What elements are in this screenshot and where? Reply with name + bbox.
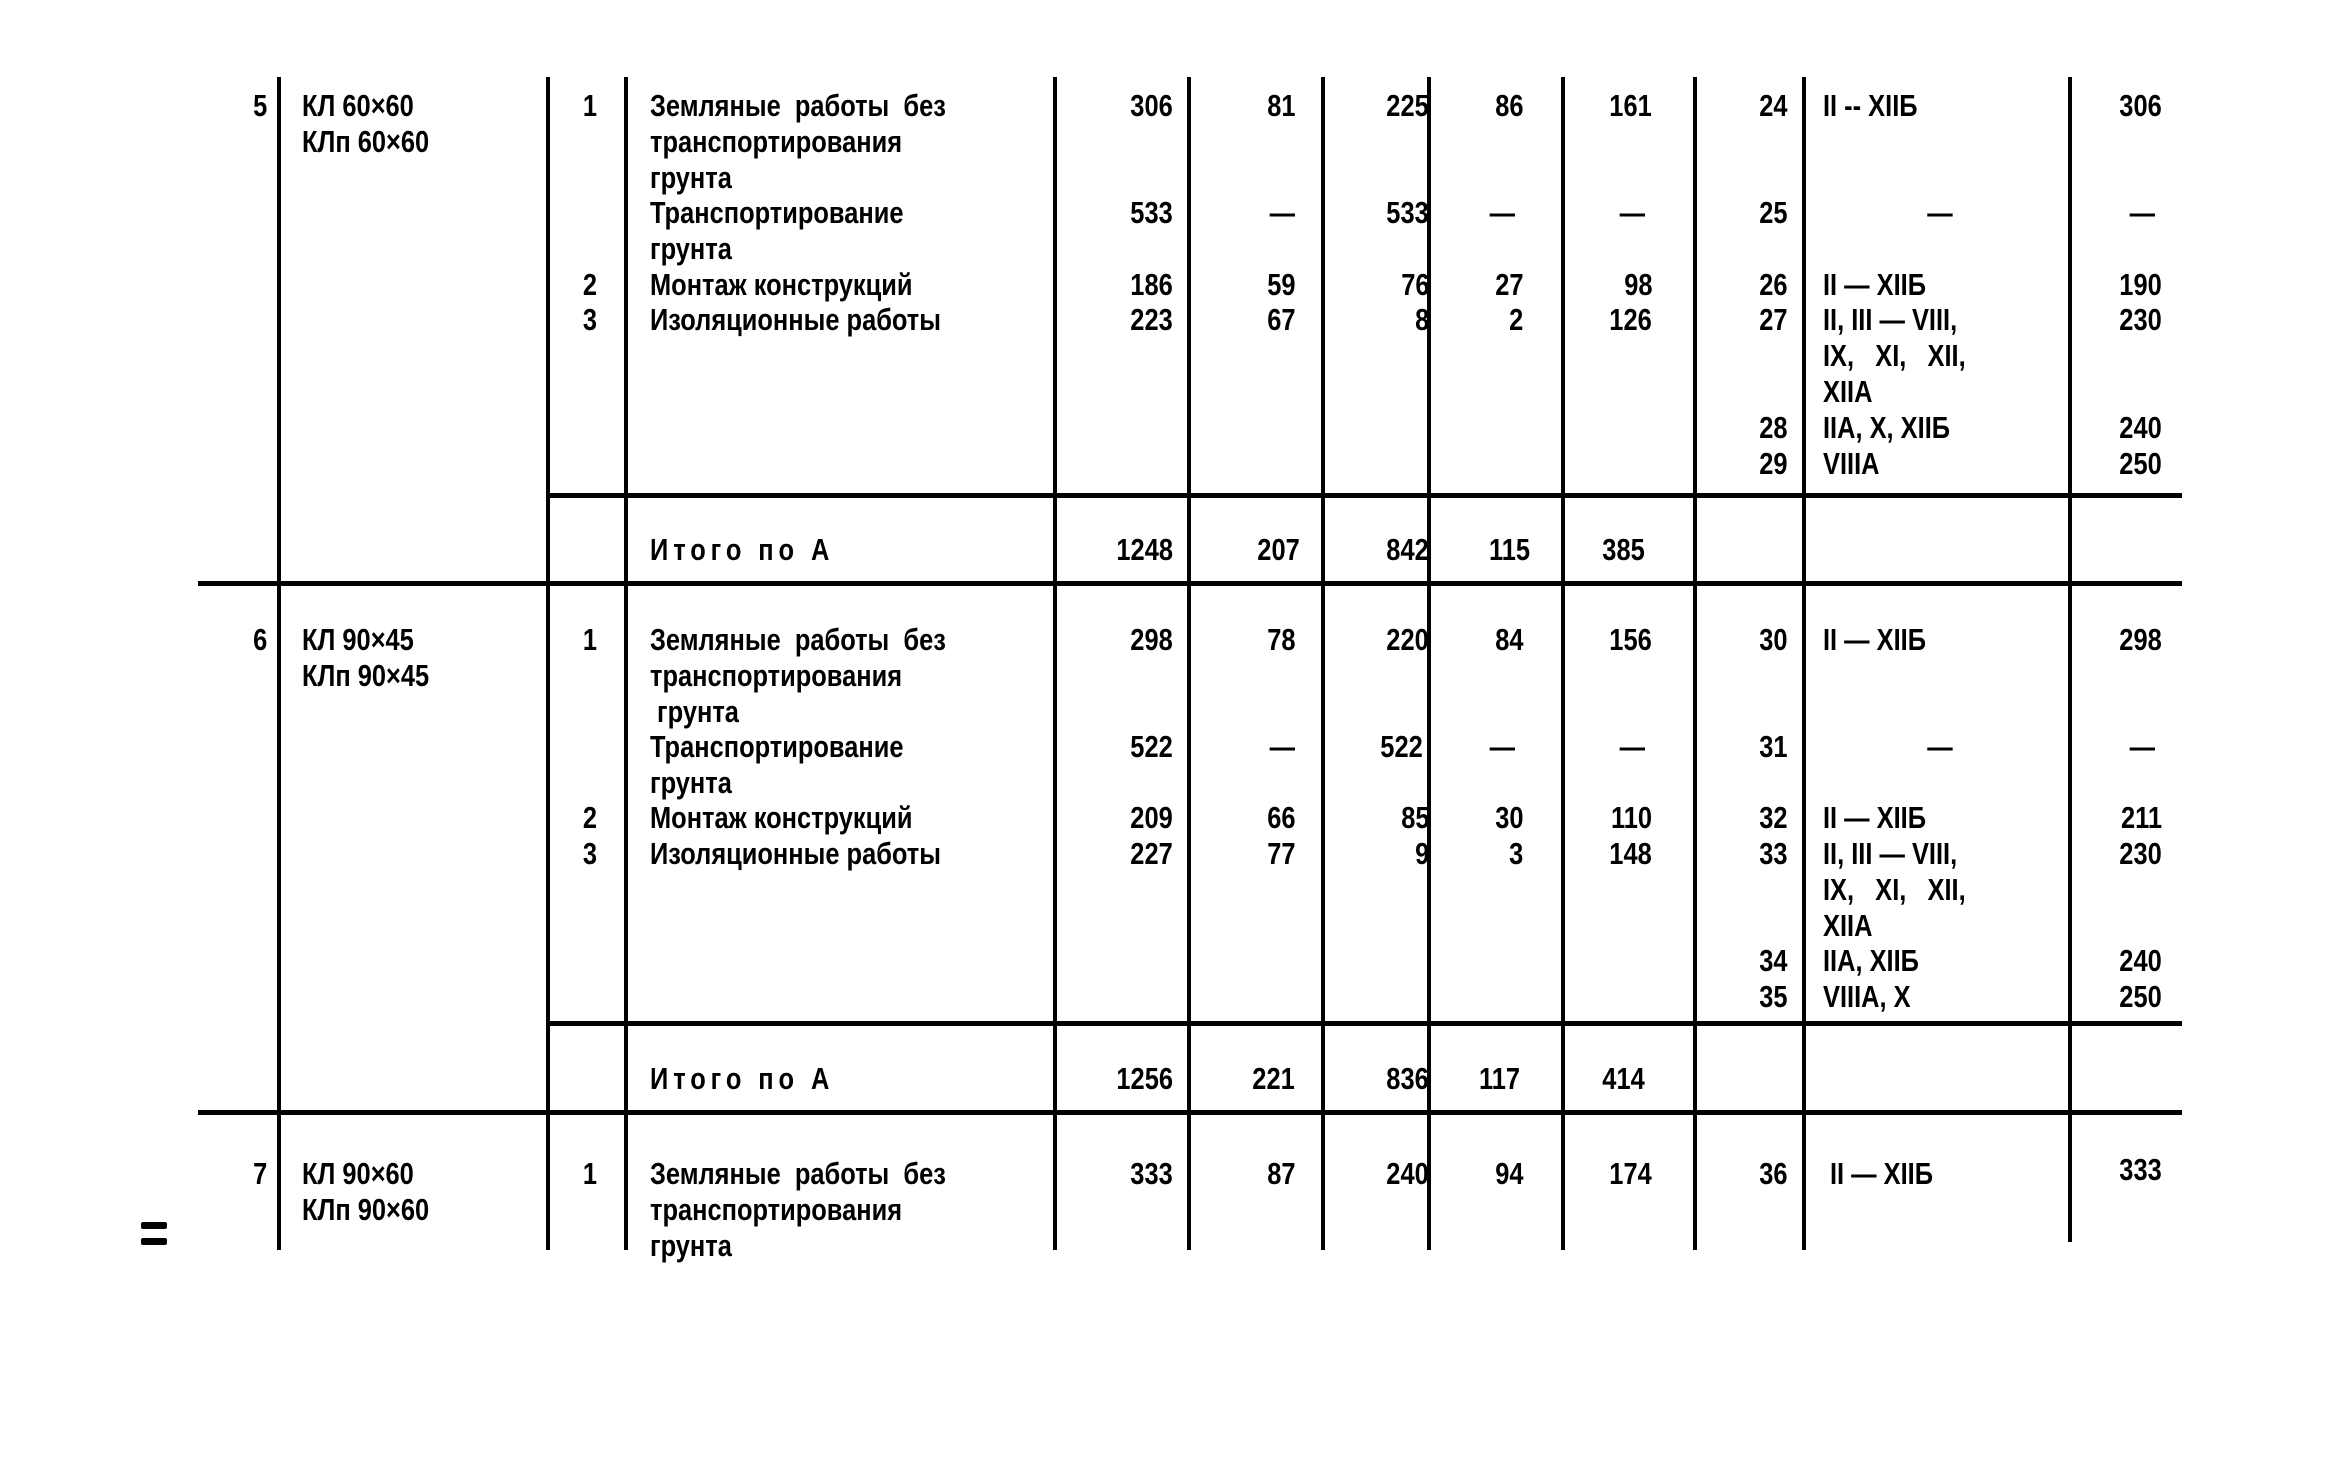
ref-number: 25 bbox=[1758, 195, 1787, 230]
value-c1: 186 bbox=[1130, 267, 1173, 302]
ref-number: 28 bbox=[1758, 410, 1787, 445]
value-c3: 522 bbox=[1380, 729, 1423, 764]
subtotal-c4: 117 bbox=[1478, 1061, 1520, 1096]
work-description: Изоляционные работы bbox=[650, 836, 941, 871]
work-description: Транспортирование bbox=[650, 195, 904, 230]
page-number bbox=[141, 1222, 167, 1246]
value-c5: 126 bbox=[1609, 302, 1652, 337]
value-c1: 298 bbox=[1130, 622, 1173, 657]
value-final: 250 bbox=[2119, 446, 2162, 481]
zones: II — XIIБ bbox=[1823, 267, 1927, 302]
work-description: Изоляционные работы bbox=[650, 302, 941, 337]
ref-number: 36 bbox=[1758, 1156, 1787, 1191]
stage-number: 1 bbox=[582, 88, 598, 123]
stage-number: 2 bbox=[582, 800, 598, 835]
zones: IIA, X, XIIБ bbox=[1823, 410, 1951, 445]
section-number: 7 bbox=[252, 1156, 267, 1191]
value-final: 230 bbox=[2119, 302, 2162, 337]
value-c1: 223 bbox=[1130, 302, 1173, 337]
value-c3: 76 bbox=[1400, 267, 1429, 302]
value-final: — bbox=[2129, 195, 2155, 230]
ref-number: 29 bbox=[1758, 446, 1787, 481]
value-c3: 9 bbox=[1414, 836, 1429, 871]
value-final: — bbox=[2129, 729, 2155, 764]
col-rule-name bbox=[277, 77, 281, 1250]
value-final: 240 bbox=[2119, 943, 2162, 978]
value-c5: 148 bbox=[1609, 836, 1652, 871]
ref-number: 32 bbox=[1758, 800, 1787, 835]
value-c2: — bbox=[1269, 195, 1295, 230]
value-final: 190 bbox=[2119, 267, 2162, 302]
zones: II — XIIБ bbox=[1830, 1156, 1934, 1191]
structure-name: КЛп 90×45 bbox=[302, 658, 430, 693]
stage-number: 1 bbox=[582, 1156, 598, 1191]
subtotal-c5: 385 bbox=[1602, 532, 1645, 567]
value-c5: 98 bbox=[1623, 267, 1652, 302]
section-separator-5-6 bbox=[198, 581, 2182, 586]
ref-number: 26 bbox=[1758, 267, 1787, 302]
stage-number: 1 bbox=[582, 622, 598, 657]
col-rule-work bbox=[624, 77, 628, 1250]
value-c5: 161 bbox=[1609, 88, 1652, 123]
value-c1: 533 bbox=[1130, 195, 1173, 230]
value-final: 240 bbox=[2119, 410, 2162, 445]
value-c4: — bbox=[1489, 195, 1515, 230]
zones: II — XIIБ bbox=[1823, 800, 1927, 835]
value-c1: 209 bbox=[1130, 800, 1173, 835]
work-description: транспортирования bbox=[650, 1192, 903, 1227]
section-number: 5 bbox=[252, 88, 267, 123]
value-c4: — bbox=[1489, 729, 1515, 764]
value-c5: — bbox=[1619, 195, 1645, 230]
col-rule-ref bbox=[1693, 77, 1697, 1250]
value-c3: 220 bbox=[1386, 622, 1429, 657]
structure-name: КЛ 90×60 bbox=[302, 1156, 414, 1191]
structure-name: КЛ 60×60 bbox=[302, 88, 414, 123]
ref-number: 24 bbox=[1758, 88, 1787, 123]
work-description: грунта bbox=[650, 160, 732, 195]
value-c4: 30 bbox=[1494, 800, 1523, 835]
value-c4: 84 bbox=[1494, 622, 1523, 657]
stage-number: 3 bbox=[582, 836, 598, 871]
ref-number: 27 bbox=[1758, 302, 1787, 337]
subtotal-label: Итого по А bbox=[650, 1061, 835, 1096]
work-description: грунта bbox=[650, 1228, 732, 1263]
value-c2: 66 bbox=[1266, 800, 1295, 835]
value-c1: 333 bbox=[1130, 1156, 1173, 1191]
work-description: грунта bbox=[650, 231, 732, 266]
zones: II, III — VIII, bbox=[1823, 836, 1958, 871]
subtotal-label: Итого по А bbox=[650, 532, 835, 567]
col-rule-val bbox=[2068, 77, 2072, 1242]
value-final: 230 bbox=[2119, 836, 2162, 871]
work-description: грунта bbox=[650, 765, 732, 800]
value-c3: 533 bbox=[1386, 195, 1429, 230]
zones: XIIA bbox=[1823, 374, 1873, 409]
stage-number: 2 bbox=[582, 267, 598, 302]
col-rule-c3 bbox=[1321, 77, 1325, 1250]
structure-name: КЛ 90×45 bbox=[302, 622, 414, 657]
value-final: 333 bbox=[2119, 1152, 2162, 1187]
work-description: Земляные работы без bbox=[650, 1156, 946, 1191]
subtotal-c3: 836 bbox=[1386, 1061, 1429, 1096]
value-c2: 77 bbox=[1266, 836, 1295, 871]
zones: II, III — VIII, bbox=[1823, 302, 1958, 337]
subtotal-c5: 414 bbox=[1602, 1061, 1645, 1096]
zones: — bbox=[1927, 195, 1953, 230]
structure-name: КЛп 60×60 bbox=[302, 124, 430, 159]
zones: II — XIIБ bbox=[1823, 622, 1927, 657]
work-description: Монтаж конструкций bbox=[650, 267, 913, 302]
zones: — bbox=[1927, 729, 1953, 764]
subtotal-c1: 1256 bbox=[1116, 1061, 1173, 1096]
subtotal-rule-5 bbox=[546, 493, 2182, 498]
value-c3: 240 bbox=[1386, 1156, 1429, 1191]
ref-number: 30 bbox=[1758, 622, 1787, 657]
zones: VIIIA bbox=[1823, 446, 1880, 481]
section-number: 6 bbox=[252, 622, 267, 657]
value-final: 306 bbox=[2119, 88, 2162, 123]
subtotal-c1: 1248 bbox=[1116, 532, 1173, 567]
value-c5: — bbox=[1619, 729, 1645, 764]
work-description: Земляные работы без bbox=[650, 88, 946, 123]
value-c2: 78 bbox=[1266, 622, 1295, 657]
value-c2: — bbox=[1269, 729, 1295, 764]
value-final: 250 bbox=[2119, 979, 2162, 1014]
work-description: Транспортирование bbox=[650, 729, 904, 764]
work-description: грунта bbox=[650, 694, 739, 729]
col-rule-c5 bbox=[1561, 77, 1565, 1250]
value-c2: 81 bbox=[1266, 88, 1295, 123]
value-c5: 110 bbox=[1610, 800, 1652, 835]
col-rule-stage bbox=[546, 77, 550, 1250]
ref-number: 35 bbox=[1758, 979, 1787, 1014]
value-c1: 306 bbox=[1130, 88, 1173, 123]
ref-number: 34 bbox=[1758, 943, 1787, 978]
ref-number: 33 bbox=[1758, 836, 1787, 871]
zones: IX, XI, XII, bbox=[1823, 338, 1966, 373]
subtotal-c2: 207 bbox=[1257, 532, 1300, 567]
col-rule-zones bbox=[1802, 77, 1806, 1250]
work-description: Земляные работы без bbox=[650, 622, 946, 657]
value-c4: 86 bbox=[1494, 88, 1523, 123]
stage-number: 3 bbox=[582, 302, 598, 337]
subtotal-c3: 842 bbox=[1386, 532, 1429, 567]
value-c4: 27 bbox=[1494, 267, 1523, 302]
value-c3: 8 bbox=[1414, 302, 1429, 337]
value-c4: 94 bbox=[1494, 1156, 1523, 1191]
work-description: Монтаж конструкций bbox=[650, 800, 913, 835]
subtotal-c2: 221 bbox=[1252, 1061, 1295, 1096]
zones: VIIIA, X bbox=[1823, 979, 1911, 1014]
ref-number: 31 bbox=[1758, 729, 1787, 764]
value-c1: 227 bbox=[1130, 836, 1173, 871]
value-c2: 87 bbox=[1266, 1156, 1295, 1191]
value-c3: 225 bbox=[1386, 88, 1429, 123]
zones: IIA, XIIБ bbox=[1823, 943, 1919, 978]
value-final: 211 bbox=[2120, 800, 2162, 835]
value-c5: 174 bbox=[1609, 1156, 1652, 1191]
value-c4: 3 bbox=[1508, 836, 1523, 871]
value-c2: 67 bbox=[1266, 302, 1295, 337]
subtotal-rule-6 bbox=[546, 1021, 2182, 1026]
work-description: транспортирования bbox=[650, 658, 903, 693]
structure-name: КЛп 90×60 bbox=[302, 1192, 430, 1227]
zones: IX, XI, XII, bbox=[1823, 872, 1966, 907]
col-rule-c2 bbox=[1187, 77, 1191, 1250]
section-separator-6-7 bbox=[198, 1110, 2182, 1115]
value-c4: 2 bbox=[1508, 302, 1523, 337]
value-final: 298 bbox=[2119, 622, 2162, 657]
value-c1: 522 bbox=[1130, 729, 1173, 764]
work-description: транспортирования bbox=[650, 124, 903, 159]
subtotal-c4: 115 bbox=[1488, 532, 1530, 567]
col-rule-c1 bbox=[1053, 77, 1057, 1250]
value-c2: 59 bbox=[1266, 267, 1295, 302]
value-c3: 85 bbox=[1400, 800, 1429, 835]
value-c5: 156 bbox=[1609, 622, 1652, 657]
zones: II -- XIIБ bbox=[1823, 88, 1918, 123]
zones: XIIA bbox=[1823, 908, 1873, 943]
